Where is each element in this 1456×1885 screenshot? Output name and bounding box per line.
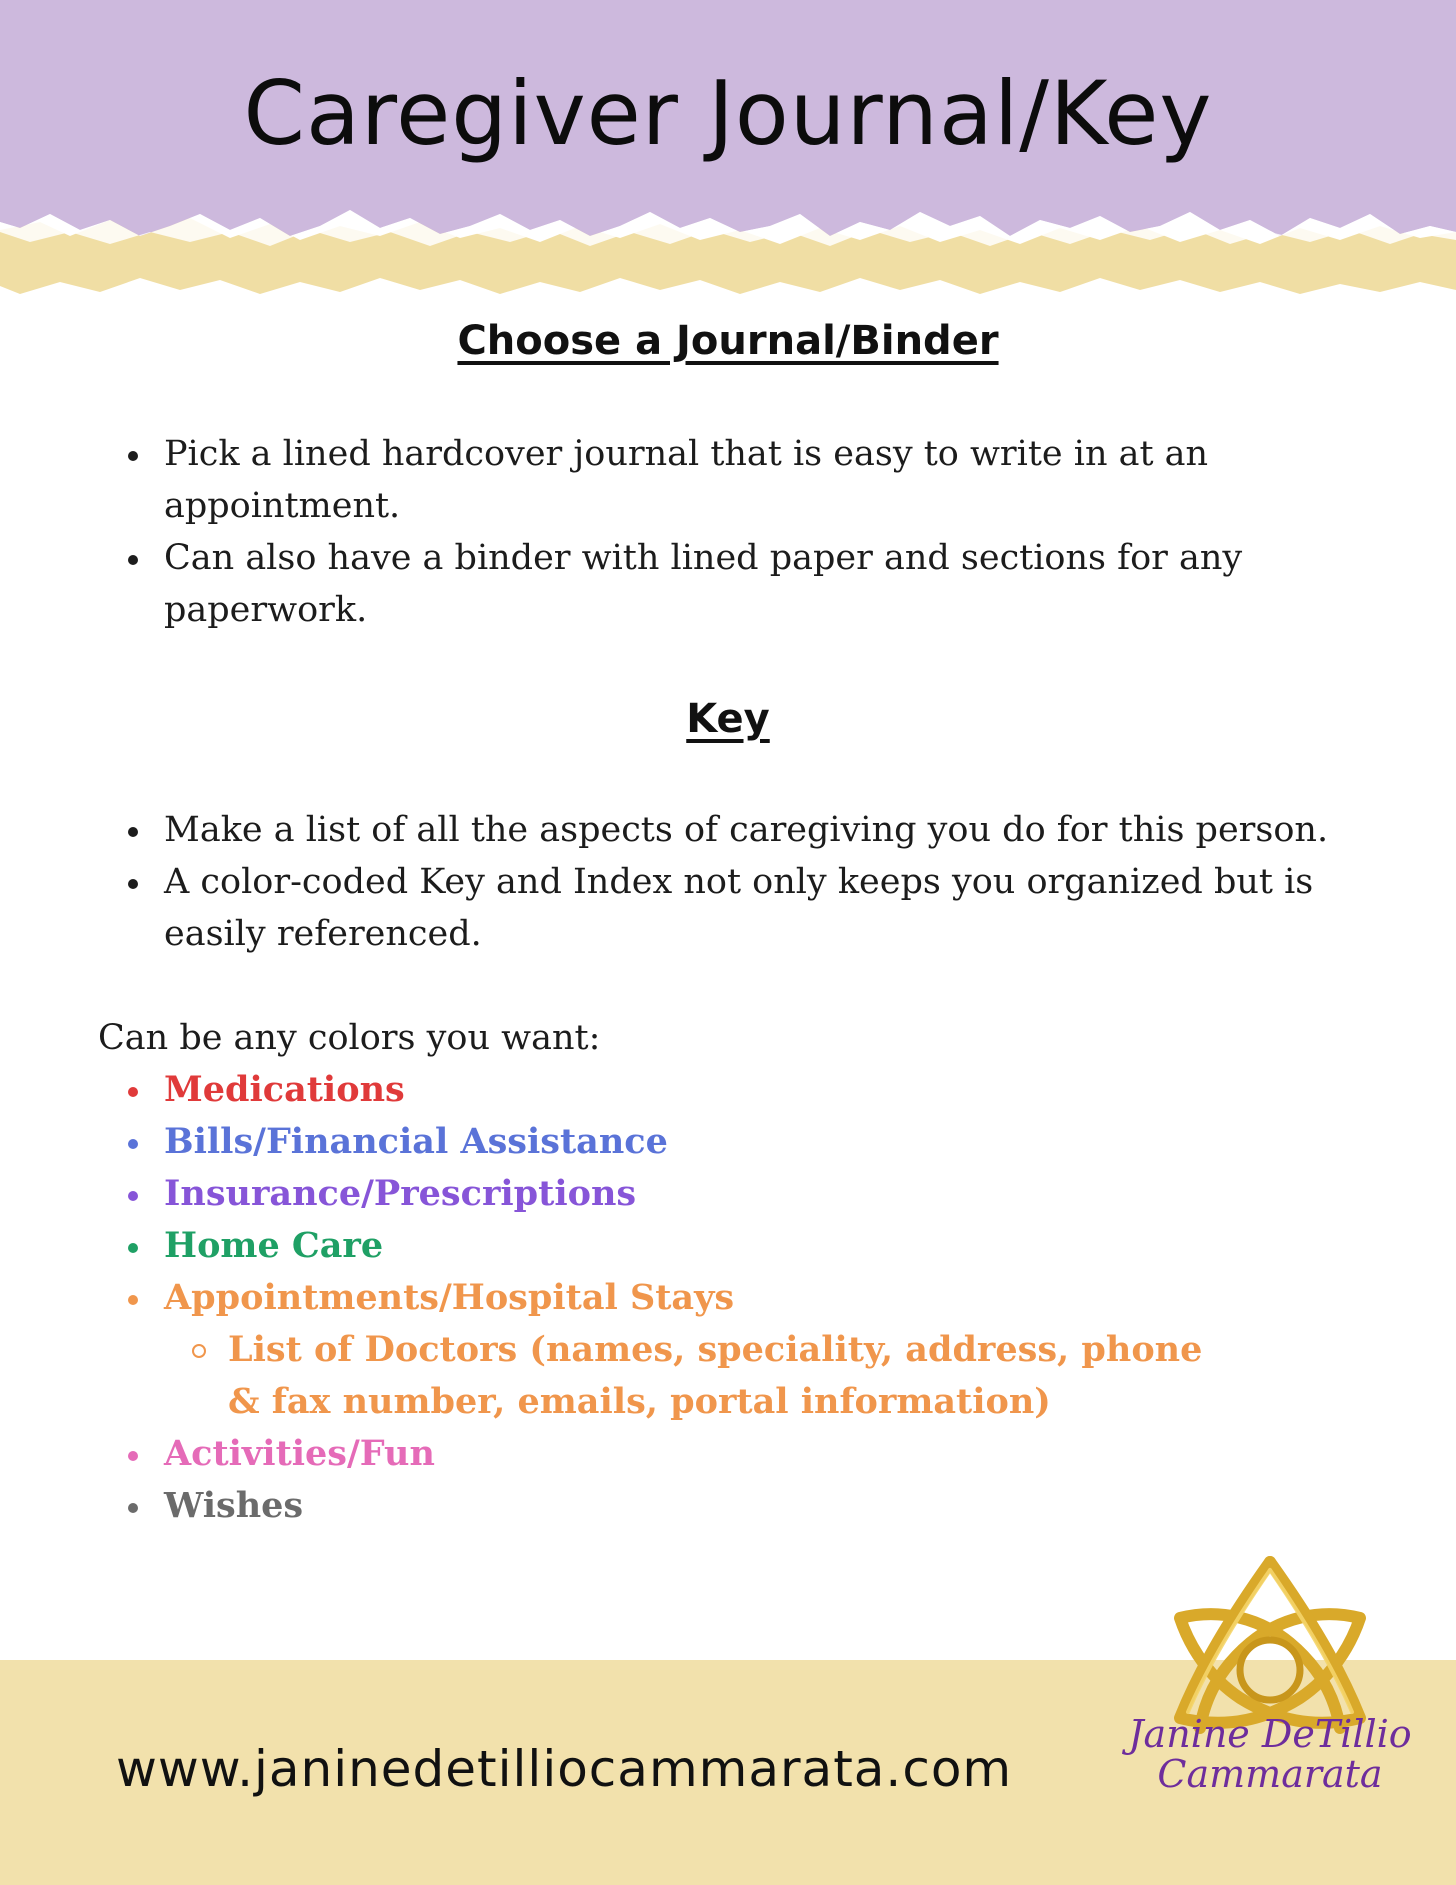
section-heading-key: Key [686, 696, 770, 742]
color-key-list [122, 1064, 1342, 1532]
list-item: Pick a lined hardcover journal that is easy to write in at an appointment. [122, 428, 1342, 532]
website-url: www.janinedetilliocammarata.com [116, 1740, 1013, 1798]
section-heading-journal: Choose a Journal/Binder [457, 318, 999, 364]
key-item-home-care: Home Care [122, 1220, 1342, 1272]
list-item: Make a list of all the aspects of caregiving you do for this person. [122, 804, 1352, 856]
logo-name-line1: Janine DeTillio [1128, 1712, 1412, 1756]
list-item: A color-coded Key and Index not only keeps you organized but is easily referenced. [122, 856, 1352, 960]
brand-logo [1110, 1548, 1430, 1818]
key-subitem-doctors-label: List of Doctors (names, speciality, address, phone & fax number, emails, portal information) [228, 1329, 1203, 1422]
key-item-bills: Bills/Financial Assistance [122, 1116, 1342, 1168]
key-item-wishes: Wishes [122, 1480, 1342, 1532]
list-item: Can also have a binder with lined paper and sections for any paperwork. [122, 532, 1342, 636]
key-item-insurance: Insurance/Prescriptions [122, 1168, 1342, 1220]
key-subitem-doctors [122, 1324, 1228, 1428]
key-item-medications: Medications [122, 1064, 1342, 1116]
logo-name-line2: Cammarata [1157, 1752, 1383, 1796]
page-title: Caregiver Journal/Key [243, 62, 1213, 165]
journal-bullet-list [122, 428, 1342, 636]
header-band [0, 0, 1456, 300]
key-item-appointments: Appointments/Hospital Stays [122, 1272, 1342, 1324]
key-intro-text: Can be any colors you want: [98, 1018, 601, 1058]
key-item-activities: Activities/Fun [122, 1428, 1342, 1480]
key-bullet-list [122, 804, 1352, 960]
